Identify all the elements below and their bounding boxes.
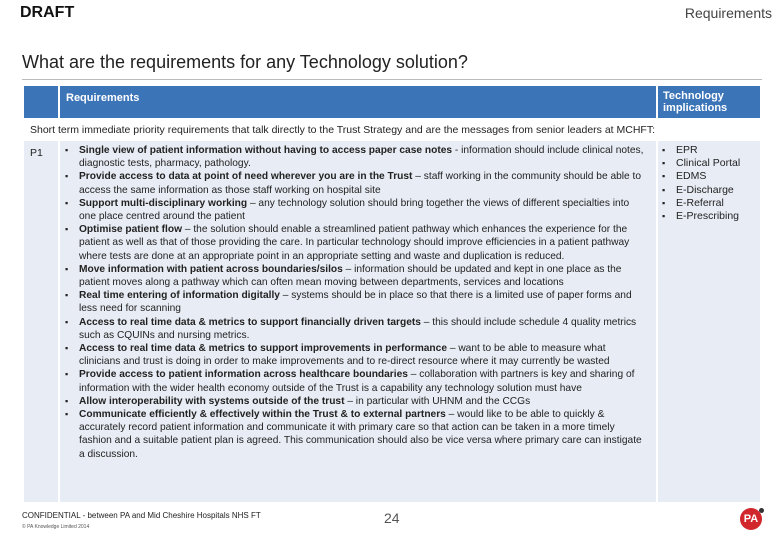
header-priority — [24, 86, 58, 118]
requirement-detail: – systems should be in place so that there is a limited use of paper forms and less need for scanning — [79, 290, 632, 315]
requirement-item — [61, 170, 648, 196]
requirement-item — [61, 223, 648, 263]
requirement-detail: – staff working in the community should be able to access the same information as those staff working on hospital site — [79, 171, 642, 196]
copyright: © PA Knowledge Limited 2014 — [22, 524, 90, 530]
requirement-title: Support multi-disciplinary working — [79, 197, 248, 209]
technology-item: ▪ E-Prescribing — [658, 210, 760, 223]
requirement-title: Access to real time data & metrics to support improvements in performance — [79, 343, 447, 355]
pa-logo: PA — [740, 508, 762, 530]
technology-item: ▪ Clinical Portal — [658, 157, 760, 170]
requirement-item — [61, 289, 648, 315]
requirement-detail: - information should include clinical notes, diagnostic tests, pharmacy, pathology. — [79, 145, 644, 170]
requirement-title: Provide access to patient information across healthcare boundaries — [79, 369, 408, 381]
requirement-title: Real time entering of information digitally — [79, 290, 280, 302]
confidential-note: CONFIDENTIAL - between PA and Mid Cheshire Hospitals NHS FT — [22, 511, 261, 520]
requirement-title: Single view of patient information without having to access paper case notes — [79, 145, 453, 156]
requirements-list — [60, 141, 656, 461]
priority-cell: P1 — [24, 141, 58, 502]
requirement-item — [61, 263, 648, 289]
requirement-title: Optimise patient flow — [79, 224, 183, 236]
requirement-detail: – any technology solution should bring together the views of different specialties into one place centred around the patient — [79, 197, 630, 223]
requirement-title: Allow interoperability with systems outside of the trust — [79, 395, 345, 407]
section-label: Requirements — [684, 5, 772, 21]
requirement-title: Communicate efficiently & effectively within the Trust & to external partners — [79, 409, 446, 421]
page-title: What are the requirements for any Technology solution? — [22, 52, 468, 72]
requirement-item — [61, 144, 648, 170]
requirement-item — [61, 342, 648, 368]
requirement-title: Provide access to data at point of need wherever you are in the Trust — [79, 171, 413, 183]
requirement-title: Access to real time data & metrics to support financially driven targets — [79, 316, 421, 328]
title-divider — [22, 79, 762, 80]
requirement-detail: – collaboration with partners is key and sharing of information with the wider health economy outside of the Trust is a capability any technology solution must have — [79, 369, 635, 394]
technology-item: ▪ EDMS — [658, 170, 760, 183]
requirement-detail: – information should be updated and kept in one place as the patient moves along a pathway which can often mean moving between departments, services and locations — [79, 263, 622, 289]
technology-cell — [658, 141, 760, 502]
pa-logo-dot — [759, 508, 764, 513]
requirement-item — [61, 395, 648, 408]
technology-item: ▪ EPR — [658, 144, 760, 157]
technology-item: ▪ E-Discharge — [658, 184, 760, 197]
header-technology: Technology implications — [658, 86, 760, 118]
table-subtitle: Short term immediate priority requirements that talk directly to the Trust Strategy and are the messages from senior leaders at MCHFT: — [30, 124, 655, 136]
requirements-cell — [60, 141, 656, 502]
draft-label: DRAFT — [20, 4, 75, 21]
requirement-detail: – want to be able to measure what clinicians and trust is doing in order to make improvements and to re-direct resource where it may currently be wasted — [79, 343, 610, 368]
technology-list — [658, 141, 760, 223]
requirement-detail: – the solution should enable a streamlined patient pathway which enhances the experience for the patient as well as that of those providing the care. In particular technology should improve efficiencies in a patient pathway where tests are done at an appropriate point in an appropriate setting and waste and duplication is reduced. — [79, 224, 630, 262]
requirement-detail: – would like to be able to quickly & accurately record patient information and communicate it with primary care so that action can be taken in a more timely fashion and a suitable patient plan is agreed. This communication should also be vice versa where primary care can instigate a discussion. — [79, 409, 642, 460]
requirement-item — [61, 197, 648, 223]
page-number: 24 — [384, 510, 400, 526]
requirement-title: Move information with patient across boundaries/silos — [79, 263, 343, 275]
requirement-detail: – this should include schedule 4 quality metrics such as CQUINs and nursing metrics. — [79, 316, 637, 341]
requirement-item — [61, 408, 648, 461]
technology-item: ▪ E-Referral — [658, 197, 760, 210]
requirement-item — [61, 368, 648, 394]
requirement-detail: – in particular with UHNM and the CCGs — [344, 395, 531, 407]
requirement-item — [61, 316, 648, 342]
header-requirements: Requirements — [60, 86, 656, 118]
